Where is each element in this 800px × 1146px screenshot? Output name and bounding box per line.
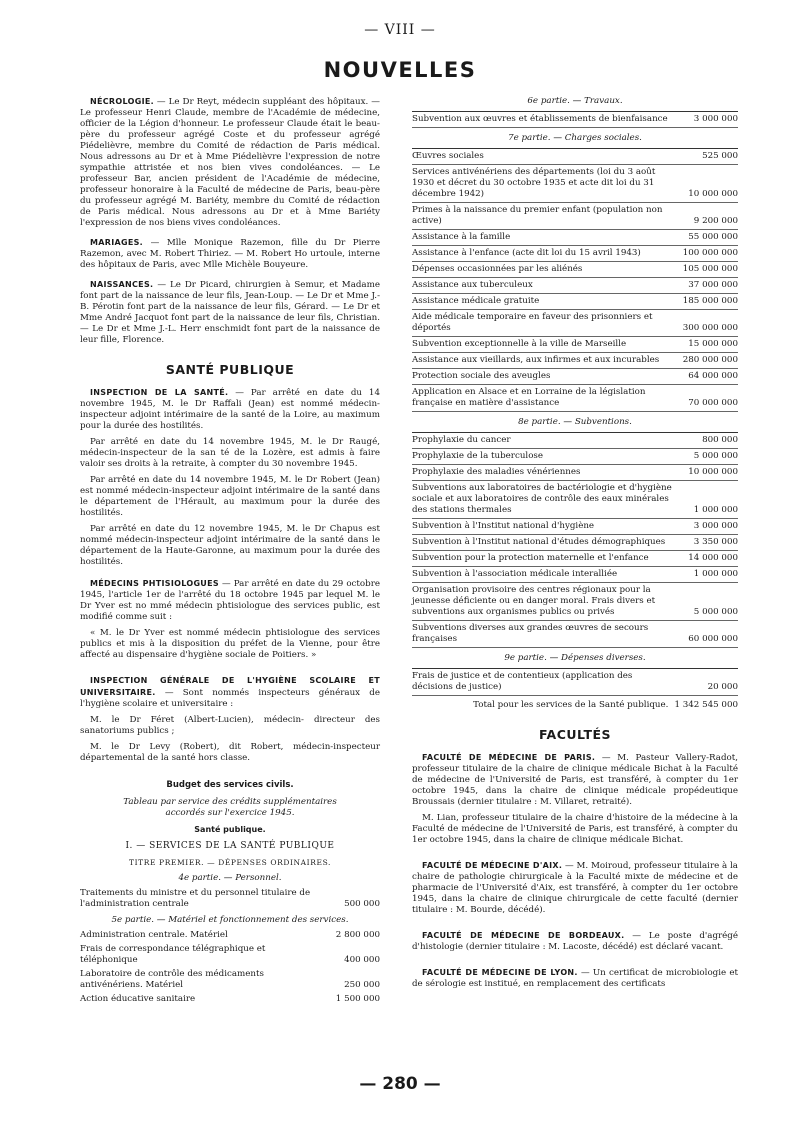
paris-heading: FACULTÉ DE MÉDECINE DE PARIS. [422, 753, 596, 762]
partie6-heading: 6e partie. — Travaux. [527, 96, 623, 106]
budget-value: 185 000 000 [682, 296, 738, 306]
budget-label: Laboratoire de contrôle des médicaments antivénériens. Matériel [80, 969, 264, 990]
budget-value: 37 000 000 [688, 280, 738, 290]
phtisio-quote: « M. le Dr Yver est nommé médecin phtisiologue des services publics et mis à la disposition du préfet de la Vienne, pour être affecté au dispensaire d'hygiène sociale de Poitiers. » [80, 628, 380, 660]
budget-value: 1 000 000 [693, 569, 738, 579]
budget-row-frais [80, 944, 380, 966]
budget-label: Dépenses occasionnées par les aliénés [412, 264, 583, 274]
table-row [412, 465, 738, 481]
budget-value: 3 000 000 [693, 114, 738, 124]
budget-section: I. — SERVICES DE LA SANTÉ PUBLIQUE [125, 841, 335, 851]
table-row [412, 278, 738, 294]
budget-label: Organisation provisoire des centres régionaux pour la jeunesse déficiente ou en danger moral. Frais divers et subventions aux organismes publics ou privés [412, 585, 656, 617]
budget-label: Assistance aux tuberculeux [412, 280, 533, 290]
lyon-paragraph [412, 967, 738, 990]
budget-row-labo [80, 969, 380, 991]
bordeaux-heading: FACULTÉ DE MÉDECINE DE BORDEAUX. [422, 931, 625, 940]
budget-label: Assistance à l'enfance (acte dit loi du 15 avril 1943) [412, 248, 641, 258]
budget-label: Aide médicale temporaire en faveur des prisonniers et déportés [412, 312, 653, 333]
right-column [412, 96, 738, 995]
table-row [412, 669, 738, 696]
budget-label: Prophylaxie du cancer [412, 435, 511, 445]
table-row [412, 567, 738, 583]
budget-value: 5 000 000 [693, 451, 738, 461]
budget-value: 525 000 [702, 151, 738, 161]
naissances-text: — Le Dr Picard, chirurgien à Semur, et Madame font part de la naissance de leur fils, Jean-Loup. — Le Dr et Mme J.-B. Pérotin font part de la naissance de leur fils, Gérard. — Le Dr et Mme André Jacquot font part de la naissance de leur fils, Christian. — Le Dr et Mme J.-L. Herr enschmidt font part de la naissance de leur fille, Florence. [80, 280, 380, 345]
inspection-paragraph-2: Par arrêté en date du 14 novembre 1945, M. le Dr Raugé, médecin-inspecteur de la san té de la Lozère, est admis à faire valoir ses droits à la retraite, à compter du 30 novembre 1945. [80, 437, 380, 469]
lyon-heading: FACULTÉ DE MÉDECINE DE LYON. [422, 968, 578, 977]
table-row [412, 369, 738, 385]
total-value: 1 342 545 000 [674, 700, 738, 710]
budget-value: 20 000 [707, 682, 738, 692]
necrologie-text: — Le Dr Reyt, médecin suppléant des hôpitaux. — Le professeur Henri Claude, membre de l'Académie de médecine, officier de la Légion d'honneur. Le professeur Claude était le beau-père du professeur agrégé Coste et du professeur agrégé Piédelièvre, membre du Comité de rédaction de Paris médical. Nous adressons au Dr et à Mme Piédelièvre l'expression de notre sympathie attristée et nos bien vives condoléances. — Le professeur Bar, ancien président de l'Académie de médecine, professeur honoraire à la Faculté de médecine de Paris, beau-père du professeur agrégé M. Bariéty, membre du Comité de rédaction de Paris médical. Nous adressons au Dr et à Mme Bariéty l'expression de nos biens vives condoléances. [80, 97, 380, 228]
budget-label: Subvention exceptionnelle à la ville de Marseille [412, 339, 627, 349]
page-number: — 280 — [359, 1074, 441, 1094]
budget-value: 10 000 000 [688, 467, 738, 477]
insp-gen-paragraph-2: M. le Dr Féret (Albert-Lucien), médecin- directeur des sanatoriums publics ; [80, 715, 380, 736]
table-row [412, 294, 738, 310]
budget-label: Œuvres sociales [412, 151, 484, 161]
budget-value: 14 000 000 [688, 553, 738, 563]
inspection-paragraph [80, 387, 380, 432]
budget-value: 3 000 000 [693, 521, 738, 531]
budget-value: 280 000 000 [682, 355, 738, 365]
necrologie-heading: NÉCROLOGIE. [90, 97, 154, 106]
inspection-paragraph-4: Par arrêté en date du 12 novembre 1945, M. le Dr Chapus est nommé médecin-inspecteur adjoint intérimaire de la santé dans le département de la Haute-Garonne, au maximum pour la durée des hostilités. [80, 524, 380, 567]
budget-label: Subventions diverses aux grandes œuvres de secours françaises [412, 623, 649, 644]
table-row [412, 449, 738, 465]
partie8-heading: 8e partie. — Subventions. [518, 417, 632, 427]
insp-gen-text: — Sont nommés inspecteurs généraux de l'hygiène scolaire et universitaire : [80, 688, 380, 709]
insp-gen-paragraph [80, 675, 380, 710]
budget-value: 105 000 000 [682, 264, 738, 274]
inspection-paragraph-3: Par arrêté en date du 14 novembre 1945, M. le Dr Robert (Jean) est nommé médecin-inspecteur adjoint intérimaire de la santé dans le département de l'Hérault, au maximum pour la durée des hostilités. [80, 475, 380, 518]
table-row [412, 310, 738, 337]
budget-label: Services antivénériens des départements (loi du 3 août 1930 et décret du 30 octobre 1935 et acte dit loi du 31 décembre 1942) [412, 167, 656, 199]
budget-value: 400 000 [344, 955, 380, 965]
insp-gen-paragraph-3: M. le Dr Levy (Robert), dit Robert, médecin-inspecteur départemental de la santé hors classe. [80, 742, 380, 763]
table-row [412, 519, 738, 535]
paris-paragraph-2: M. Lian, professeur titulaire de la chaire d'histoire de la médecine à la Faculté de médecine de l'Université de Paris, est transféré, à compter du 1er octobre 1945, dans la chaire de clinique médicale Bichat. [412, 813, 738, 845]
budget-label: Action éducative sanitaire [80, 994, 196, 1004]
table-row [412, 149, 738, 165]
partie7-heading: 7e partie. — Charges sociales. [508, 133, 642, 143]
budget-label: Assistance à la famille [412, 232, 511, 242]
paris-paragraph [412, 752, 738, 808]
budget-label: Subvention pour la protection maternelle et l'enfance [412, 553, 649, 563]
table-row [412, 551, 738, 567]
budget-value: 250 000 [344, 980, 380, 990]
table-row [412, 262, 738, 278]
budget-label: Application en Alsace et en Lorraine de la législation française en matière d'assistance [412, 387, 646, 408]
budget-label: Administration centrale. Matériel [80, 930, 228, 940]
budget-value: 1 500 000 [335, 994, 380, 1004]
budget-value: 70 000 000 [688, 398, 738, 408]
table-row [412, 337, 738, 353]
partie4-heading: 4e partie. — Personnel. [178, 873, 282, 883]
budget-value: 60 000 000 [688, 634, 738, 644]
budget-table-charges-sociales [412, 148, 738, 412]
insp-gen-heading: INSPECTION GÉNÉRALE DE L'HYGIÈNE SCOLAIRE ET UNIVERSITAIRE. [80, 676, 380, 697]
budget-value: 500 000 [344, 899, 380, 909]
table-row [412, 385, 738, 412]
budget-label: Traitements du ministre et du personnel titulaire de l'administration centrale [80, 888, 311, 909]
inspection-text: — Par arrêté en date du 14 novembre 1945, M. le Dr Raffali (Jean) est nommé médecin-inspecteur adjoint intérimaire de la santé de la Loire, au maximum pour la durée des hostilités. [80, 388, 380, 431]
budget-table-subventions [412, 432, 738, 648]
table-row [412, 583, 738, 621]
budget-value: 3 350 000 [693, 537, 738, 547]
budget-table-travaux [412, 111, 738, 128]
budget-value: 2 800 000 [335, 930, 380, 940]
budget-total-row [412, 696, 738, 715]
phtisio-heading: MÉDECINS PHTISIOLOGUES [90, 579, 219, 588]
budget-value: 15 000 000 [688, 339, 738, 349]
budget-value: 55 000 000 [688, 232, 738, 242]
budget-titre: TITRE PREMIER. — DÉPENSES ORDINAIRES. [128, 858, 332, 867]
naissances-paragraph [80, 279, 380, 346]
budget-label: Prophylaxie de la tuberculose [412, 451, 544, 461]
budget-row-action [80, 994, 380, 1005]
naissances-heading: NAISSANCES. [90, 280, 154, 289]
page-title: NOUVELLES [323, 58, 477, 82]
budget-title: Budget des services civils. [166, 780, 294, 790]
budget-value: 9 200 000 [693, 216, 738, 226]
table-row [412, 112, 738, 128]
budget-label: Assistance médicale gratuite [412, 296, 540, 306]
table-row [412, 433, 738, 449]
phtisio-paragraph [80, 578, 380, 623]
budget-label: Subventions aux laboratoires de bactériologie et d'hygiène sociale et aux laboratoires de contrôle des eaux minérales des stations thermales [412, 483, 672, 515]
mariages-heading: MARIAGES. [90, 238, 144, 247]
table-row [412, 246, 738, 262]
facultes-heading: FACULTÉS [538, 727, 612, 742]
total-label: Total pour les services de la Santé publique. [473, 700, 669, 710]
running-head: — VIII — [364, 22, 436, 38]
budget-label: Protection sociale des aveugles [412, 371, 551, 381]
left-column [80, 96, 380, 1008]
table-row [412, 481, 738, 519]
bordeaux-paragraph [412, 930, 738, 953]
budget-value: 10 000 000 [688, 189, 738, 199]
paris-text: — M. Pasteur Vallery-Radot, professeur titulaire de la chaire de clinique médicale Bichat à la Faculté de médecine de l'Université de Paris, est transféré, à compter du 1er octobre 1945, dans la chaire de clinique médicale propédeutique Broussais (dernier titulaire : M. Villaret, retraité). [412, 753, 738, 807]
budget-table-depenses-diverses [412, 668, 738, 696]
budget-dept: Santé publique. [194, 825, 266, 834]
table-row [412, 165, 738, 203]
budget-value: 64 000 000 [688, 371, 738, 381]
mariages-paragraph [80, 237, 380, 271]
budget-row-traitements [80, 888, 380, 910]
budget-label: Frais de justice et de contentieux (application des décisions de justice) [412, 671, 633, 692]
partie5-heading: 5e partie. — Matériel et fonctionnement des services. [111, 915, 349, 925]
table-row [412, 621, 738, 648]
budget-label: Primes à la naissance du premier enfant (population non active) [412, 205, 663, 226]
table-row [412, 535, 738, 551]
budget-label: Subvention à l'Institut national d'hygiène [412, 521, 595, 531]
inspection-heading: INSPECTION DE LA SANTÉ. [90, 388, 229, 397]
budget-label: Assistance aux vieillards, aux infirmes et aux incurables [412, 355, 660, 365]
phtisio-text: — Par arrêté en date du 29 octobre 1945, l'article 1er de l'arrêté du 18 octobre 1945 par lequel M. le Dr Yver est no mmé médecin phtisiologue des services public, est modifié comme suit : [80, 579, 380, 622]
budget-value: 800 000 [702, 435, 738, 445]
budget-subtitle: Tableau par service des crédits supplémentaires accordés sur l'exercice 1945. [123, 797, 337, 818]
mariages-text: — Mlle Monique Razemon, fille du Dr Pierre Razemon, avec M. Robert Thiriez. — M. Robert Ho urtoule, interne des hôpitaux de Paris, avec Mlle Michèle Bouyeure. [80, 238, 380, 270]
budget-label: Prophylaxie des maladies vénériennes [412, 467, 581, 477]
table-row [412, 203, 738, 230]
aix-paragraph [412, 860, 738, 916]
budget-value: 100 000 000 [682, 248, 738, 258]
budget-row-admin [80, 930, 380, 941]
table-row [412, 230, 738, 246]
budget-value: 5 000 000 [693, 607, 738, 617]
table-row [412, 353, 738, 369]
lyon-text: — Un certificat de microbiologie et de sérologie est institué, en remplacement des certificats [412, 968, 738, 989]
budget-label: Subvention aux œuvres et établissements de bienfaisance [412, 114, 668, 124]
budget-label: Frais de correspondance télégraphique et téléphonique [80, 944, 266, 965]
necrologie-paragraph [80, 96, 380, 229]
aix-text: — M. Moiroud, professeur titulaire à la chaire de pathologie chirurgicale à la Faculté mixte de médecine et de pharmacie de l'Université d'Aix, est transféré, à compter du 1er octobre 1945, dans la chaire de clinique chirurgicale de cette faculté (dernier titulaire : M. Bourde, décédé). [412, 861, 738, 915]
aix-heading: FACULTÉ DE MÉDECINE D'AIX. [422, 861, 563, 870]
budget-value: 1 000 000 [693, 505, 738, 515]
partie9-heading: 9e partie. — Dépenses diverses. [504, 653, 646, 663]
budget-label: Subvention à l'Institut national d'études démographiques [412, 537, 666, 547]
bordeaux-text: — Le poste d'agrégé d'histologie (dernier titulaire : M. Lacoste, décédé) est déclaré vacant. [412, 931, 739, 952]
sante-publique-heading: SANTÉ PUBLIQUE [165, 362, 295, 377]
budget-label: Subvention à l'association médicale interalliée [412, 569, 618, 579]
budget-value: 300 000 000 [682, 323, 738, 333]
